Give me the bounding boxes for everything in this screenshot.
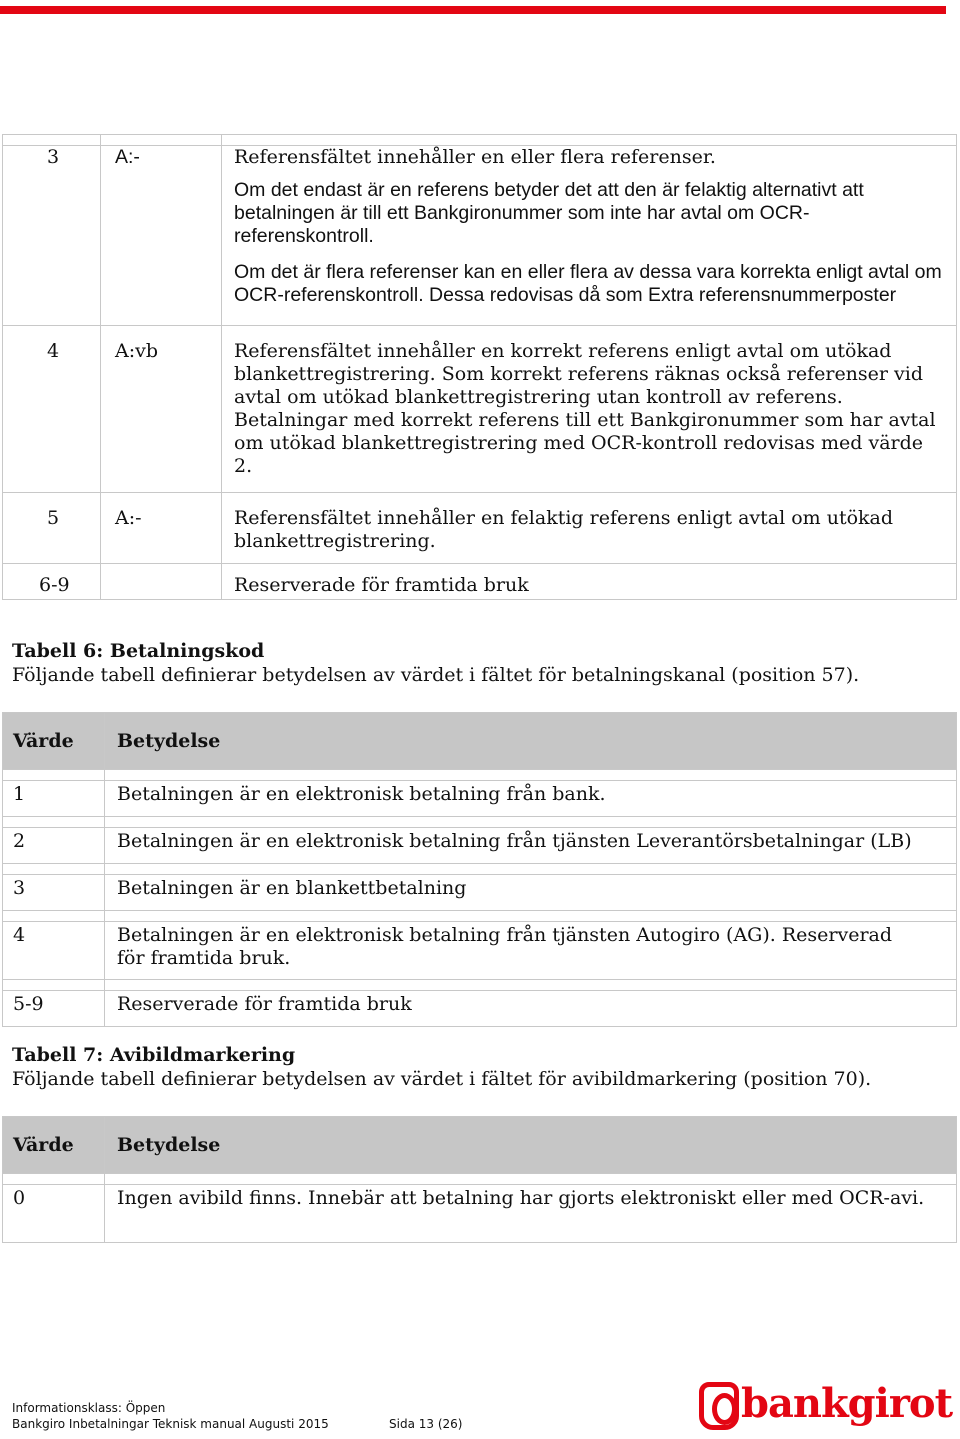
cell-meaning: Reserverade för framtida bruk [105, 991, 957, 1027]
table7-intro: Följande tabell definierar betydelsen av värdet i fältet för avibildmarkering (position 70). [12, 1068, 872, 1090]
table6-intro: Följande tabell definierar betydelsen av värdet i fältet för betalningskanal (position 57). [12, 664, 860, 686]
cell-meaning: Betalningen är en elektronisk betalning från tjänsten Autogiro (AG). Reserverad för framtida bruk. [105, 922, 957, 980]
description-paragraph: Referensfältet innehåller en felaktig referens enligt avtal om utökad blankettregistrering. [234, 507, 894, 552]
row-description [222, 493, 957, 564]
cell-meaning: Betalningen är en blankettbetalning [105, 875, 957, 911]
cell-value: 3 [3, 875, 105, 911]
description-paragraph: Reserverade för framtida bruk [234, 574, 529, 596]
cell-meaning: Ingen avibild finns. Innebär att betalning har gjorts elektroniskt eller med OCR-avi. [105, 1185, 957, 1243]
row-description [222, 564, 957, 600]
description-paragraph: Referensfältet innehåller en eller flera referenser. [234, 146, 716, 168]
table7-caption [12, 1043, 871, 1091]
bankgirot-logo-icon [699, 1382, 739, 1430]
page-number: Sida 13 (26) [389, 1417, 463, 1431]
table-row [3, 564, 957, 600]
cell-value: 1 [3, 781, 105, 817]
header-meaning: Betydelse [105, 713, 957, 770]
table-row [3, 493, 957, 564]
table-row [3, 828, 957, 864]
row-description [222, 146, 957, 326]
table6-caption [12, 639, 859, 687]
cell-value: 5-9 [3, 991, 105, 1027]
cell-value: 4 [3, 922, 105, 980]
document-title: Bankgiro Inbetalningar Teknisk manual Augusti 2015 [12, 1417, 329, 1431]
table-header [3, 1117, 957, 1174]
table-row [3, 922, 957, 980]
row-code: 3 [3, 146, 101, 326]
row-value: A:- [101, 146, 222, 326]
row-value [101, 564, 222, 600]
table-row [3, 781, 957, 817]
table6-title: Tabell 6: Betalningskod [12, 640, 265, 662]
reference-code-table [2, 134, 957, 600]
header-value: Värde [3, 1117, 105, 1174]
row-code: 5 [3, 493, 101, 564]
cell-meaning: Betalningen är en elektronisk betalning från tjänsten Leverantörsbetalningar (LB) [105, 828, 957, 864]
description-paragraph: Om det endast är en referens betyder det att den är felaktig alternativt att betalningen är till ett Bankgironummer som inte har avtal om OCR-referenskontroll. [234, 179, 864, 247]
table-row [3, 146, 957, 326]
row-description [222, 326, 957, 493]
logo-wordmark: bankgirot [741, 1380, 953, 1427]
row-value: A:vb [101, 326, 222, 493]
cell-value: 2 [3, 828, 105, 864]
information-class: Informationsklass: Öppen [12, 1401, 166, 1415]
table-row [3, 326, 957, 493]
bankgirot-logo [697, 1376, 953, 1434]
header-meaning: Betydelse [105, 1117, 957, 1174]
table-row [3, 875, 957, 911]
header-accent-bar [0, 6, 946, 14]
payment-code-table [2, 712, 957, 1027]
table-row [3, 991, 957, 1027]
header-value: Värde [3, 713, 105, 770]
description-paragraph: Referensfältet innehåller en korrekt referens enligt avtal om utökad blankettregistrering. Som korrekt referens räknas också referenser vid avtal om utökad blankettregistrering utan kontroll av referens. Betalningar med korrekt referens till ett Bankgironummer som har avtal om utökad blankettregistrering med OCR-kontroll redovisas med värde 2. [234, 340, 936, 477]
row-value: A:- [101, 493, 222, 564]
description-paragraph: Om det är flera referenser kan en eller flera av dessa vara korrekta enligt avtal om OCR-referenskontroll. Dessa redovisas då som Extra referensnummerposter [234, 261, 942, 306]
row-code: 6-9 [3, 564, 101, 600]
image-marking-table [2, 1116, 957, 1243]
cell-meaning: Betalningen är en elektronisk betalning från bank. [105, 781, 957, 817]
table-row [3, 1185, 957, 1243]
table7-title: Tabell 7: Avibildmarkering [12, 1044, 296, 1066]
row-code: 4 [3, 326, 101, 493]
table-header [3, 713, 957, 770]
cell-value: 0 [3, 1185, 105, 1243]
